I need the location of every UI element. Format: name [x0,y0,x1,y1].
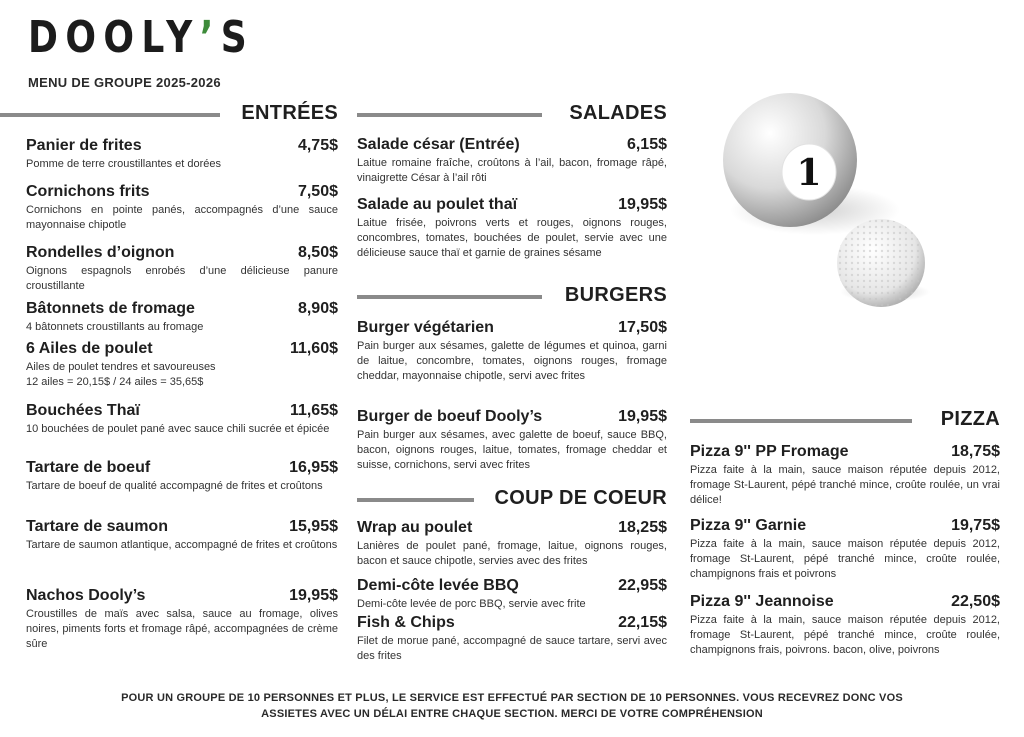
menu-item [357,519,667,569]
item-name: Wrap au poulet [357,519,473,536]
item-price: 11,60$ [289,340,338,357]
item-name: Tartare de boeuf [26,459,151,476]
item-price: 11,65$ [289,402,338,419]
menu-item [26,459,338,494]
item-name: Bouchées Thaï [26,402,140,419]
menu-item [26,137,338,172]
menu-item [26,244,338,294]
menu-item [26,300,338,335]
menu-item [690,517,1000,582]
item-description: 10 bouchées de poulet pané avec sauce chili sucrée et épicée [26,423,330,435]
item-name: Nachos Dooly’s [26,587,146,604]
item-price: 19,95$ [618,196,667,213]
item-price: 22,50$ [951,593,1000,610]
section-title: BURGERS [564,284,667,306]
item-price: 6,15$ [626,136,667,153]
billiard-number: 1 [796,152,822,194]
item-price: 19,95$ [618,408,667,425]
item-price: 16,95$ [289,459,338,476]
item-description: Lanières de poulet pané, fromage, laitue, oignons rouges, bacon et sauce chipotle, servies avec des frites [357,540,667,567]
item-description: Pizza faite à la main, sauce maison réputée depuis 2012, fromage St-Laurent, pépé tranché mince, croûte roulée, champignons frais et poivrons [690,538,1000,580]
item-name: Salade césar (Entrée) [357,136,520,153]
item-price: 17,50$ [618,319,667,336]
item-description: Laitue romaine fraîche, croûtons à l’ail, bacon, fromage râpé, vinaigrette César à l’ail rôti [357,157,667,184]
item-description: Ailes de poulet tendres et savoureuses [26,361,216,373]
logo-apostrophe: ’ [199,12,221,63]
item-description: Pizza faite à la main, sauce maison réputée depuis 2012, fromage St-Laurent, pépé tranché mince, croûte roulée, champignons frais, poivrons. bacon, olive, poivrons [690,614,1000,656]
item-description-extra: 12 ailes = 20,15$ / 24 ailes = 35,65$ [26,376,204,388]
item-name: Bâtonnets de fromage [26,300,195,317]
item-price: 7,50$ [297,183,338,200]
item-description: Tartare de saumon atlantique, accompagné de frites et croûtons [26,539,338,551]
logo-text: DOOLY [28,12,200,63]
item-price: 4,75$ [297,137,338,154]
item-description: Oignons espagnols enrobés d’une délicieuse panure croustillante [26,265,338,292]
item-description: Pain burger aux sésames, galette de légumes et quinoa, garni de laitue, concombre, tomates, oignons rouges, fromage cheddar, mayonnaise chipotle, servi avec frites [357,340,667,382]
item-price: 18,75$ [951,443,1000,460]
item-description: Cornichons en pointe panés, accompagnés d’une sauce mayonnaise chipotle [26,204,338,231]
pizza-items [690,0,1000,690]
menu-item [357,319,667,384]
item-name: Tartare de saumon [26,518,168,535]
menu-item [357,196,667,261]
item-description: Laitue frisée, poivrons verts et rouges, oignons rouges, concombres, tomates, bouchées de poulet, servie avec une délicieuse sauce thaï et garnie de graines sésame [357,217,667,259]
item-description: Pizza faite à la main, sauce maison réputée depuis 2012, fromage St-Laurent, pépé tranché mince, croûte roulée, un vrai délice! [690,464,1000,506]
item-description: Filet de morue pané, accompagné de sauce tartare, servi avec des frites [357,635,667,662]
item-name: Cornichons frits [26,183,150,200]
item-name: Burger de boeuf Dooly’s [357,408,543,425]
menu-item [26,340,338,390]
logo-text-end: S [220,12,255,63]
menu-subtitle: MENU DE GROUPE 2025-2026 [28,75,221,90]
middle-items [357,0,667,690]
item-name: Pizza 9'' Garnie [690,517,807,534]
item-price: 18,25$ [618,519,667,536]
menu-item [26,183,338,233]
item-price: 19,95$ [289,587,338,604]
item-name: 6 Ailes de poulet [26,340,153,357]
item-name: Fish & Chips [357,614,455,631]
item-name: Pizza 9'' Jeannoise [690,593,834,610]
section-title: SALADES [569,102,667,124]
menu-item [690,593,1000,658]
item-price: 8,90$ [297,300,338,317]
section-title: PIZZA [940,408,1000,430]
menu-item [26,587,338,652]
item-price: 15,95$ [289,518,338,535]
section-title: COUP DE COEUR [494,487,667,509]
menu-item [26,518,338,553]
item-name: Demi-côte levée BBQ [357,577,519,594]
notice-line-1: POUR UN GROUPE DE 10 PERSONNES ET PLUS, LE SERVICE EST EFFECTUÉ PAR SECTION DE 10 PERSONNES. VOUS RECEVREZ DONC VOS [121,692,903,704]
menu-item [26,402,338,437]
item-name: Salade au poulet thaï [357,196,518,213]
menu-item [357,577,667,612]
item-price: 22,95$ [618,577,667,594]
menu-item [357,614,667,664]
item-price: 19,75$ [951,517,1000,534]
item-description: Demi-côte levée de porc BBQ, servie avec frite [357,598,586,610]
section-title: ENTRÉES [241,102,338,124]
menu-item [690,443,1000,508]
menu-item [357,136,667,186]
item-name: Burger végétarien [357,319,494,336]
item-name: Pizza 9'' PP Fromage [690,443,849,460]
entrees-items [26,0,338,690]
item-price: 22,15$ [618,614,667,631]
item-description: Pain burger aux sésames, avec galette de boeuf, sauce BBQ, bacon, oignons rouges, laitue, tomates, fromage cheddar et suisse, cornichons, servi avec frites [357,429,667,471]
group-service-notice [0,690,1024,722]
item-name: Rondelles d’oignon [26,244,175,261]
item-description: Pomme de terre croustillantes et dorées [26,158,222,170]
notice-line-2: ASSIETES AVEC UN DÉLAI ENTRE CHAQUE SECTION. MERCI DE VOTRE COMPRÉHENSION [261,708,763,720]
item-description: Croustilles de maïs avec salsa, sauce au fromage, olives noires, piments forts et fromage râpé, accompagnées de crème sûre [26,608,338,650]
item-price: 8,50$ [297,244,338,261]
menu-item [357,408,667,473]
item-description: Tartare de boeuf de qualité accompagné de frites et croûtons [26,480,323,492]
item-name: Panier de frites [26,137,142,154]
item-description: 4 bâtonnets croustillants au fromage [26,321,204,333]
